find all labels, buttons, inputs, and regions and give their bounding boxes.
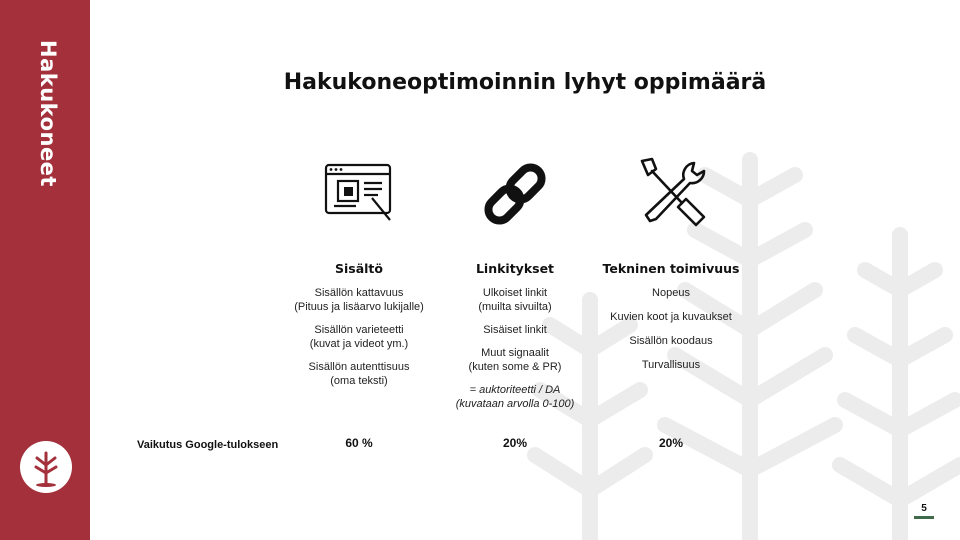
webpage-content-icon (322, 160, 398, 226)
sidebar (0, 0, 90, 540)
column-heading: Tekninen toimivuus (602, 261, 740, 276)
wrench-screwdriver-icon (634, 155, 710, 231)
sidebar-title: Hakukoneet (36, 40, 60, 187)
list-item: Nopeus (652, 287, 690, 299)
list-item: Muut signaalit (kuten some & PR) (468, 347, 562, 373)
list-item: Sisällön koodaus (629, 335, 713, 347)
column-technical (576, 262, 766, 381)
list-item: Sisällön autenttisuus (oma teksti) (308, 361, 410, 387)
list-item: Kuvien koot ja kuvaukset (610, 311, 732, 323)
page-number-underline (914, 516, 934, 519)
list-item: Sisäiset linkit (483, 324, 547, 336)
column-heading: Sisältö (334, 261, 383, 276)
tree-logo-icon (20, 441, 72, 493)
list-item: Sisällön varieteetti (kuvat ja videot ym.) (309, 324, 409, 350)
list-item: Sisällön kattavuus (Pituus ja lisäarvo lukijalle) (294, 287, 424, 313)
impact-value-content: 60 % (345, 436, 373, 450)
page-number: 5 (921, 503, 927, 514)
impact-value-technical: 20% (658, 436, 684, 450)
chain-link-icon (478, 158, 552, 230)
authority-note: = auktoriteetti / DA (kuvataan arvolla 0-100) (455, 384, 575, 410)
impact-label: Vaikutus Google-tulokseen (137, 439, 279, 451)
column-heading: Linkitykset (475, 261, 555, 276)
list-item: Turvallisuus (641, 359, 701, 371)
list-item: Ulkoiset linkit (muilta sivuilta) (478, 287, 552, 313)
impact-value-links: 20% (502, 436, 528, 450)
slide-title: Hakukoneoptimoinnin lyhyt oppimäärä (283, 70, 767, 95)
